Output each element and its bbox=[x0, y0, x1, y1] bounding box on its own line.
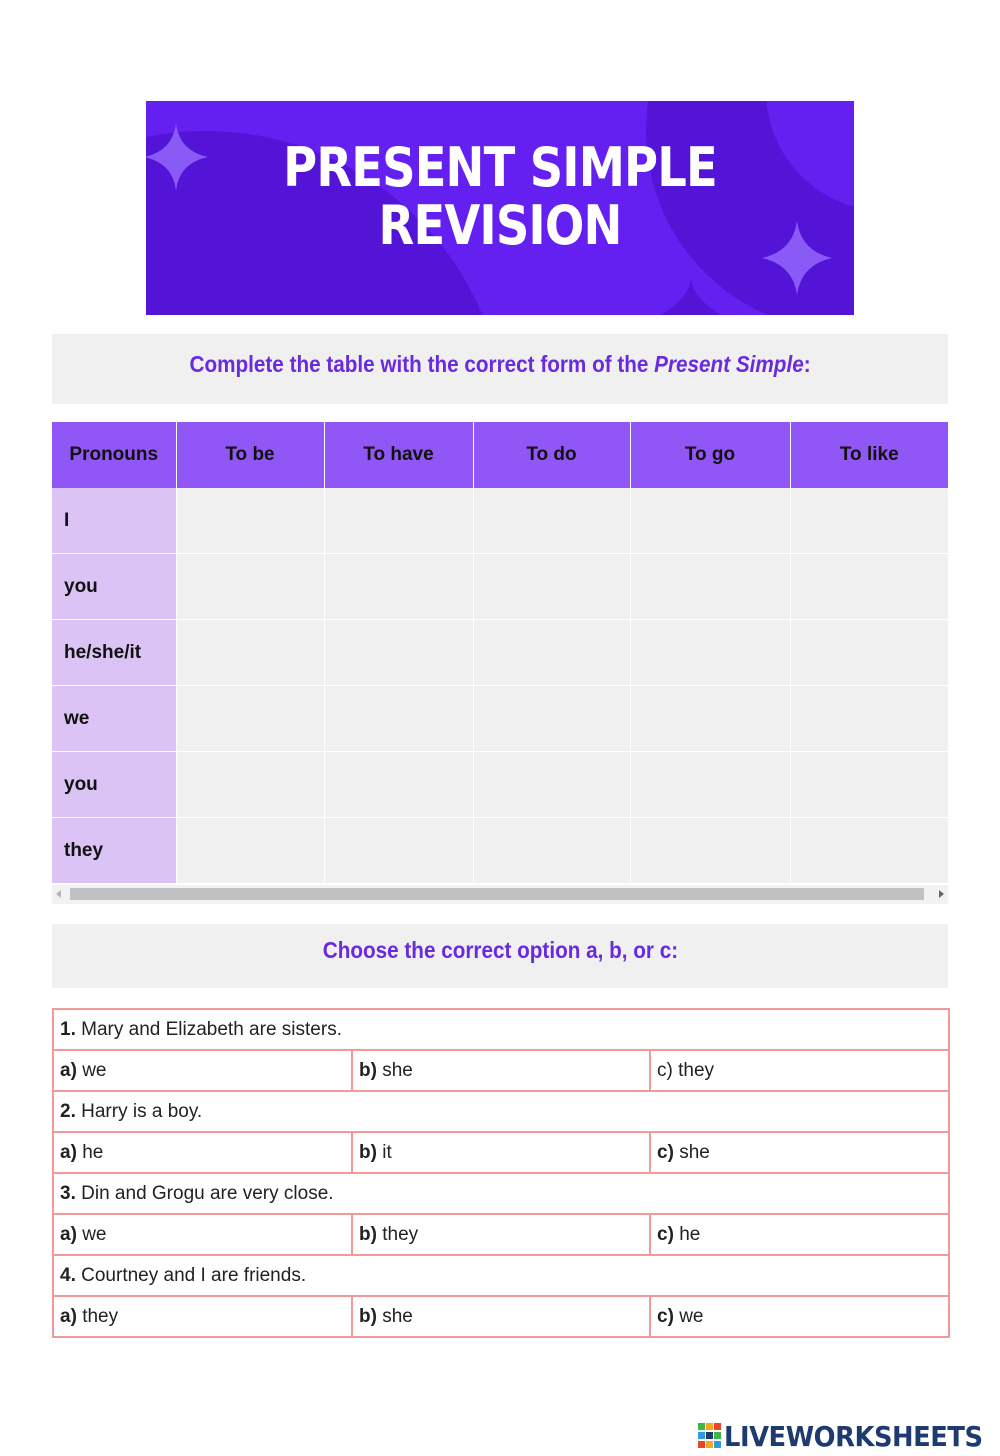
answer-input[interactable] bbox=[325, 554, 473, 619]
option-text: she bbox=[382, 1305, 413, 1327]
option-b[interactable] bbox=[352, 1132, 650, 1173]
answer-input[interactable] bbox=[791, 752, 948, 817]
answer-cell[interactable] bbox=[176, 488, 324, 554]
option-a[interactable] bbox=[53, 1050, 352, 1091]
answer-input[interactable] bbox=[325, 818, 473, 883]
option-text: he bbox=[679, 1223, 701, 1245]
answer-cell[interactable] bbox=[473, 554, 630, 620]
title-banner bbox=[146, 101, 854, 315]
answer-cell[interactable] bbox=[324, 554, 473, 620]
pronoun-cell: they bbox=[52, 818, 176, 884]
table-row bbox=[52, 554, 948, 620]
quiz-instruction bbox=[52, 924, 948, 988]
answer-input[interactable] bbox=[631, 488, 790, 553]
question-text bbox=[53, 1091, 949, 1132]
answer-cell[interactable] bbox=[324, 488, 473, 554]
quiz-table bbox=[52, 1008, 950, 1338]
answer-cell[interactable] bbox=[473, 620, 630, 686]
option-text: we bbox=[679, 1305, 704, 1327]
option-b[interactable] bbox=[352, 1050, 650, 1091]
answer-cell[interactable] bbox=[790, 488, 948, 554]
question-number: 3. bbox=[60, 1182, 76, 1204]
answer-cell[interactable] bbox=[473, 818, 630, 884]
question-number: 1. bbox=[60, 1018, 76, 1040]
answer-cell[interactable] bbox=[473, 752, 630, 818]
answer-input[interactable] bbox=[791, 686, 948, 751]
question-sentence: Courtney and I are friends. bbox=[81, 1264, 307, 1286]
answer-cell[interactable] bbox=[176, 752, 324, 818]
table-scrollbar[interactable] bbox=[52, 885, 948, 904]
answer-cell[interactable] bbox=[176, 620, 324, 686]
question-number: 4. bbox=[60, 1264, 76, 1286]
option-text: we bbox=[82, 1059, 107, 1081]
answer-input[interactable] bbox=[791, 620, 948, 685]
answer-cell[interactable] bbox=[630, 686, 790, 752]
question-row bbox=[53, 1255, 949, 1296]
answer-cell[interactable] bbox=[324, 818, 473, 884]
scroll-right-arrow-icon[interactable] bbox=[939, 890, 944, 898]
table-row bbox=[52, 620, 948, 686]
liveworksheets-logo[interactable] bbox=[698, 1420, 1000, 1452]
option-a[interactable] bbox=[53, 1132, 352, 1173]
option-letter: b) bbox=[359, 1305, 377, 1327]
answer-cell[interactable] bbox=[790, 620, 948, 686]
sparkle-icon bbox=[661, 279, 721, 315]
answer-input[interactable] bbox=[474, 818, 630, 883]
header-to-have: To have bbox=[324, 422, 473, 488]
question-row bbox=[53, 1009, 949, 1050]
question-row bbox=[53, 1091, 949, 1132]
option-text: she bbox=[382, 1059, 413, 1081]
answer-cell[interactable] bbox=[630, 818, 790, 884]
answer-input[interactable] bbox=[474, 488, 630, 553]
answer-cell[interactable] bbox=[630, 620, 790, 686]
table-row bbox=[52, 818, 948, 884]
answer-input[interactable] bbox=[474, 752, 630, 817]
answer-cell[interactable] bbox=[473, 488, 630, 554]
liveworksheets-logo-icon bbox=[698, 1423, 722, 1449]
answer-cell[interactable] bbox=[473, 686, 630, 752]
option-text: he bbox=[82, 1141, 104, 1163]
answer-cell[interactable] bbox=[324, 686, 473, 752]
answer-input[interactable] bbox=[791, 554, 948, 619]
option-letter: c) bbox=[657, 1059, 673, 1081]
instruction-suffix: : bbox=[803, 351, 811, 377]
table-row bbox=[52, 752, 948, 818]
options-row bbox=[53, 1296, 949, 1337]
pronoun-cell: I bbox=[52, 488, 176, 554]
options-row bbox=[53, 1050, 949, 1091]
option-text: we bbox=[82, 1223, 107, 1245]
answer-cell[interactable] bbox=[630, 752, 790, 818]
table-row bbox=[52, 488, 948, 554]
pronoun-cell: you bbox=[52, 752, 176, 818]
answer-cell[interactable] bbox=[176, 818, 324, 884]
question-number: 2. bbox=[60, 1100, 76, 1122]
answer-input[interactable] bbox=[631, 686, 790, 751]
answer-cell[interactable] bbox=[790, 818, 948, 884]
option-text: she bbox=[679, 1141, 710, 1163]
option-letter: a) bbox=[60, 1141, 77, 1163]
option-a[interactable] bbox=[53, 1296, 352, 1337]
question-sentence: Din and Grogu are very close. bbox=[81, 1182, 334, 1204]
page-title bbox=[196, 136, 805, 257]
option-c[interactable] bbox=[650, 1050, 949, 1091]
title-line-1: PRESENT SIMPLE bbox=[283, 136, 717, 199]
instruction-emphasis: Present Simple bbox=[654, 351, 804, 377]
option-letter: c) bbox=[657, 1305, 674, 1327]
option-letter: a) bbox=[60, 1223, 77, 1245]
answer-cell[interactable] bbox=[630, 488, 790, 554]
option-text: they bbox=[382, 1223, 419, 1245]
scroll-left-arrow-icon[interactable] bbox=[56, 890, 61, 898]
title-line-2: REVISION bbox=[378, 194, 622, 257]
answer-input[interactable] bbox=[177, 752, 324, 817]
option-letter: b) bbox=[359, 1223, 377, 1245]
option-letter: a) bbox=[60, 1305, 77, 1327]
answer-input[interactable] bbox=[177, 488, 324, 553]
options-row bbox=[53, 1132, 949, 1173]
table-instruction bbox=[52, 334, 948, 404]
option-letter: b) bbox=[359, 1141, 377, 1163]
conjugation-table bbox=[52, 422, 949, 884]
answer-cell[interactable] bbox=[176, 686, 324, 752]
instruction-text: Choose the correct option a, b, or c: bbox=[322, 937, 678, 963]
answer-cell[interactable] bbox=[790, 554, 948, 620]
option-letter: c) bbox=[657, 1141, 674, 1163]
answer-input[interactable] bbox=[325, 752, 473, 817]
answer-cell[interactable] bbox=[176, 554, 324, 620]
header-to-go: To go bbox=[630, 422, 790, 488]
answer-input[interactable] bbox=[474, 620, 630, 685]
pronoun-cell: he/she/it bbox=[52, 620, 176, 686]
answer-input[interactable] bbox=[474, 554, 630, 619]
pronoun-cell: we bbox=[52, 686, 176, 752]
question-sentence: Harry is a boy. bbox=[81, 1100, 203, 1122]
answer-input[interactable] bbox=[177, 818, 324, 883]
question-text bbox=[53, 1009, 949, 1050]
table-header-row bbox=[52, 422, 948, 488]
logo-text: LIVEWORKSHEETS bbox=[724, 1419, 983, 1453]
option-c[interactable] bbox=[650, 1296, 949, 1337]
header-to-like: To like bbox=[790, 422, 948, 488]
option-letter: a) bbox=[60, 1059, 77, 1081]
answer-input[interactable] bbox=[177, 554, 324, 619]
question-row bbox=[53, 1173, 949, 1214]
option-letter: c) bbox=[657, 1223, 674, 1245]
option-c[interactable] bbox=[650, 1132, 949, 1173]
answer-input[interactable] bbox=[631, 554, 790, 619]
answer-input[interactable] bbox=[474, 686, 630, 751]
answer-input[interactable] bbox=[631, 818, 790, 883]
answer-cell[interactable] bbox=[324, 752, 473, 818]
options-row bbox=[53, 1214, 949, 1255]
answer-cell[interactable] bbox=[324, 620, 473, 686]
answer-input[interactable] bbox=[631, 752, 790, 817]
answer-input[interactable] bbox=[791, 488, 948, 553]
header-to-do: To do bbox=[473, 422, 630, 488]
option-text: they bbox=[82, 1305, 119, 1327]
answer-cell[interactable] bbox=[630, 554, 790, 620]
option-b[interactable] bbox=[352, 1214, 650, 1255]
header-pronouns: Pronouns bbox=[52, 422, 176, 488]
option-c[interactable] bbox=[650, 1214, 949, 1255]
table-row bbox=[52, 686, 948, 752]
scrollbar-thumb[interactable] bbox=[70, 888, 924, 900]
question-sentence: Mary and Elizabeth are sisters. bbox=[81, 1018, 342, 1040]
header-to-be: To be bbox=[176, 422, 324, 488]
option-text: it bbox=[382, 1141, 392, 1163]
answer-input[interactable] bbox=[631, 620, 790, 685]
question-text bbox=[53, 1173, 949, 1214]
question-text bbox=[53, 1255, 949, 1296]
answer-cell[interactable] bbox=[790, 752, 948, 818]
pronoun-cell: you bbox=[52, 554, 176, 620]
answer-input[interactable] bbox=[325, 488, 473, 553]
option-text: they bbox=[678, 1059, 715, 1081]
instruction-text: Complete the table with the correct form of the bbox=[189, 351, 655, 377]
answer-input[interactable] bbox=[791, 818, 948, 883]
answer-input[interactable] bbox=[177, 686, 324, 751]
answer-input[interactable] bbox=[325, 620, 473, 685]
answer-input[interactable] bbox=[177, 620, 324, 685]
answer-cell[interactable] bbox=[790, 686, 948, 752]
answer-input[interactable] bbox=[325, 686, 473, 751]
option-b[interactable] bbox=[352, 1296, 650, 1337]
option-a[interactable] bbox=[53, 1214, 352, 1255]
option-letter: b) bbox=[359, 1059, 377, 1081]
